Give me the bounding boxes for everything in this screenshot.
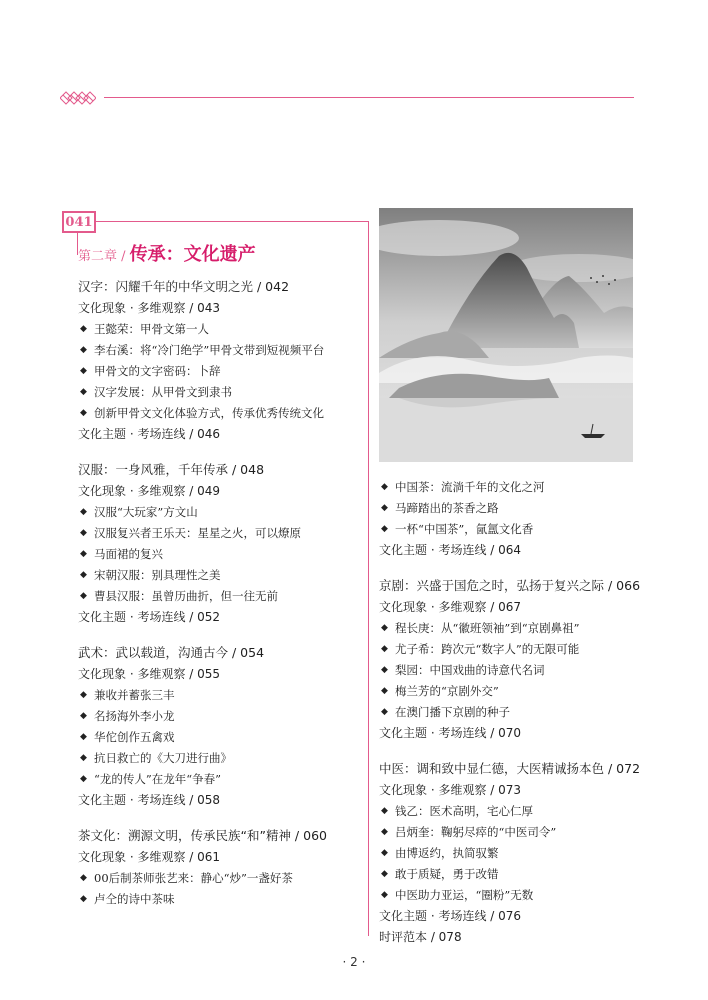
header-rule (104, 97, 634, 98)
diamond-bullet-icon: ◆ (381, 848, 388, 858)
topic-list (78, 502, 363, 607)
list-item (78, 889, 363, 910)
list-item (379, 519, 669, 540)
diamond-bullet-icon: ◆ (381, 827, 388, 837)
list-item (78, 565, 363, 586)
list-item (78, 382, 363, 403)
chapter-label: 第二章 / (78, 249, 130, 264)
diamond-bullet-icon: ◆ (80, 732, 87, 742)
list-item (78, 769, 363, 790)
list-item-text: 由博返约，执简驭繁 (395, 846, 499, 860)
list-item-text: 甲骨文的文字密码：卜辞 (94, 364, 221, 378)
diamond-bullet-icon: ◆ (80, 345, 87, 355)
list-item-text: 梅兰芳的“京剧外交” (395, 684, 499, 698)
diamond-bullet-icon: ◆ (381, 644, 388, 654)
diamond-bullet-icon: ◆ (80, 366, 87, 376)
list-item (379, 660, 669, 681)
list-item-text: 汉服复兴者王乐天：星星之火，可以燎原 (94, 526, 301, 540)
diamond-bullet-icon: ◆ (381, 482, 388, 492)
diamond-bullet-icon: ◆ (80, 753, 87, 763)
section-title: 汉服：一身风雅，千年传承 / 048 (78, 462, 265, 477)
list-item-text: 兼收并蓄张三丰 (94, 688, 175, 702)
list-item (78, 706, 363, 727)
badge-divider-horizontal (96, 221, 368, 222)
toc-entry: 文化现象 · 多维观察 / 067 (379, 600, 522, 614)
list-item (379, 801, 669, 822)
list-item (78, 748, 363, 769)
list-item (78, 502, 363, 523)
list-item-text: 曹县汉服：虽曾历曲折，但一往无前 (94, 589, 278, 603)
toc-entry: 文化现象 · 多维观察 / 073 (379, 783, 522, 797)
page-number: · 2 · (342, 955, 366, 969)
list-item-text: 名扬海外李小龙 (94, 709, 175, 723)
section-title: 汉字：闪耀千年的中华文明之光 / 042 (78, 279, 290, 294)
diamond-bullet-icon: ◆ (80, 774, 87, 784)
list-item (379, 639, 669, 660)
diamond-bullet-icon: ◆ (381, 524, 388, 534)
list-item (379, 843, 669, 864)
section-title: 武术：武以载道，沟通古今 / 054 (78, 645, 265, 660)
section-title: 中医：调和致中显仁德，大医精诚扬本色 / 072 (379, 761, 641, 776)
toc-entry: 文化现象 · 多维观察 / 055 (78, 667, 221, 681)
list-item (379, 681, 669, 702)
toc-entry: 时评范本 / 078 (379, 930, 462, 944)
diamond-bullet-icon: ◆ (381, 707, 388, 717)
list-item-text: 一杯“中国茶”，氤氲文化香 (395, 522, 534, 536)
topic-list (78, 685, 363, 790)
list-item-text: 汉服“大玩家”方文山 (94, 505, 198, 519)
diamond-bullet-icon: ◆ (80, 528, 87, 538)
toc-left-column (78, 276, 363, 910)
list-item (78, 361, 363, 382)
list-item-text: 创新甲骨文文化体验方式，传承优秀传统文化 (94, 406, 324, 420)
toc-entry: 文化主题 · 考场连线 / 070 (379, 726, 522, 740)
diamond-bullet-icon: ◆ (80, 591, 87, 601)
list-item-text: “龙的传人”在龙年“争春” (94, 772, 222, 786)
list-item (379, 618, 669, 639)
list-item (78, 340, 363, 361)
diamond-ornament-icon (60, 90, 96, 106)
list-item-text: 中国茶：流淌千年的文化之河 (395, 480, 545, 494)
chapter-heading (78, 240, 256, 266)
diamond-bullet-icon: ◆ (80, 873, 87, 883)
section-title: 茶文化：溯源文明，传承民族“和”精神 / 060 (78, 828, 327, 843)
diamond-bullet-icon: ◆ (80, 894, 87, 904)
section-title: 京剧：兴盛于国危之时，弘扬于复兴之际 / 066 (379, 578, 641, 593)
list-item-text: 马面裙的复兴 (94, 547, 163, 561)
chapter-page-badge: 041 (62, 211, 96, 233)
column-divider (368, 221, 369, 936)
list-item (379, 864, 669, 885)
diamond-bullet-icon: ◆ (80, 570, 87, 580)
diamond-bullet-icon: ◆ (80, 711, 87, 721)
toc-entry: 文化现象 · 多维观察 / 043 (78, 301, 221, 315)
diamond-bullet-icon: ◆ (381, 665, 388, 675)
list-item (78, 523, 363, 544)
toc-entry: 文化主题 · 考场连线 / 052 (78, 610, 221, 624)
list-item-text: 00后制茶师张艺来：静心“炒”一盏好茶 (94, 871, 293, 885)
list-item-text: 卢仝的诗中茶味 (94, 892, 175, 906)
list-item (78, 685, 363, 706)
toc-right-column (379, 477, 669, 948)
list-item-text: 李右溪：将“冷门绝学”甲骨文带到短视频平台 (94, 343, 325, 357)
list-item-text: 敢于质疑，勇于改错 (395, 867, 499, 881)
list-item-text: 马蹄踏出的茶香之路 (395, 501, 499, 515)
topic-list (379, 801, 669, 906)
list-item-text: 抗日救亡的《大刀进行曲》 (94, 751, 232, 765)
list-item-text: 汉字发展：从甲骨文到隶书 (94, 385, 232, 399)
list-item (78, 868, 363, 889)
topic-list (379, 477, 669, 540)
list-item-text: 宋朝汉服：别具理性之美 (94, 568, 221, 582)
list-item (379, 822, 669, 843)
toc-entry: 文化主题 · 考场连线 / 046 (78, 427, 221, 441)
diamond-bullet-icon: ◆ (381, 806, 388, 816)
diamond-bullet-icon: ◆ (80, 408, 87, 418)
diamond-bullet-icon: ◆ (381, 890, 388, 900)
list-item-text: 钱乙：医术高明，宅心仁厚 (395, 804, 533, 818)
toc-entry: 文化主题 · 考场连线 / 058 (78, 793, 221, 807)
landscape-illustration (379, 208, 633, 462)
toc-entry: 文化现象 · 多维观察 / 049 (78, 484, 221, 498)
list-item-text: 程长庚：从“徽班领袖”到“京剧鼻祖” (395, 621, 580, 635)
diamond-bullet-icon: ◆ (80, 324, 87, 334)
list-item (78, 319, 363, 340)
list-item-text: 尤子希：跨次元“数字人”的无限可能 (395, 642, 580, 656)
list-item-text: 梨园：中国戏曲的诗意代名词 (395, 663, 545, 677)
toc-entry: 文化主题 · 考场连线 / 076 (379, 909, 522, 923)
diamond-bullet-icon: ◆ (381, 503, 388, 513)
list-item (78, 544, 363, 565)
list-item (379, 702, 669, 723)
diamond-bullet-icon: ◆ (80, 507, 87, 517)
list-item-text: 吕炳奎：鞠躬尽瘁的“中医司令” (395, 825, 557, 839)
diamond-bullet-icon: ◆ (80, 690, 87, 700)
list-item-text: 中医助力亚运，“圈粉”无数 (395, 888, 534, 902)
diamond-bullet-icon: ◆ (80, 387, 87, 397)
list-item (78, 403, 363, 424)
list-item (379, 498, 669, 519)
list-item-text: 王懿荣：甲骨文第一人 (94, 322, 209, 336)
toc-entry: 文化主题 · 考场连线 / 064 (379, 543, 522, 557)
diamond-bullet-icon: ◆ (381, 623, 388, 633)
topic-list (78, 868, 363, 910)
topic-list (78, 319, 363, 424)
topic-list (379, 618, 669, 723)
list-item (379, 885, 669, 906)
list-item-text: 华佗创作五禽戏 (94, 730, 175, 744)
diamond-bullet-icon: ◆ (80, 549, 87, 559)
diamond-bullet-icon: ◆ (381, 869, 388, 879)
chapter-title: 传承：文化遗产 (129, 244, 256, 265)
toc-entry: 文化现象 · 多维观察 / 061 (78, 850, 221, 864)
list-item-text: 在澳门播下京剧的种子 (395, 705, 510, 719)
list-item (78, 586, 363, 607)
diamond-bullet-icon: ◆ (381, 686, 388, 696)
list-item (78, 727, 363, 748)
list-item (379, 477, 669, 498)
